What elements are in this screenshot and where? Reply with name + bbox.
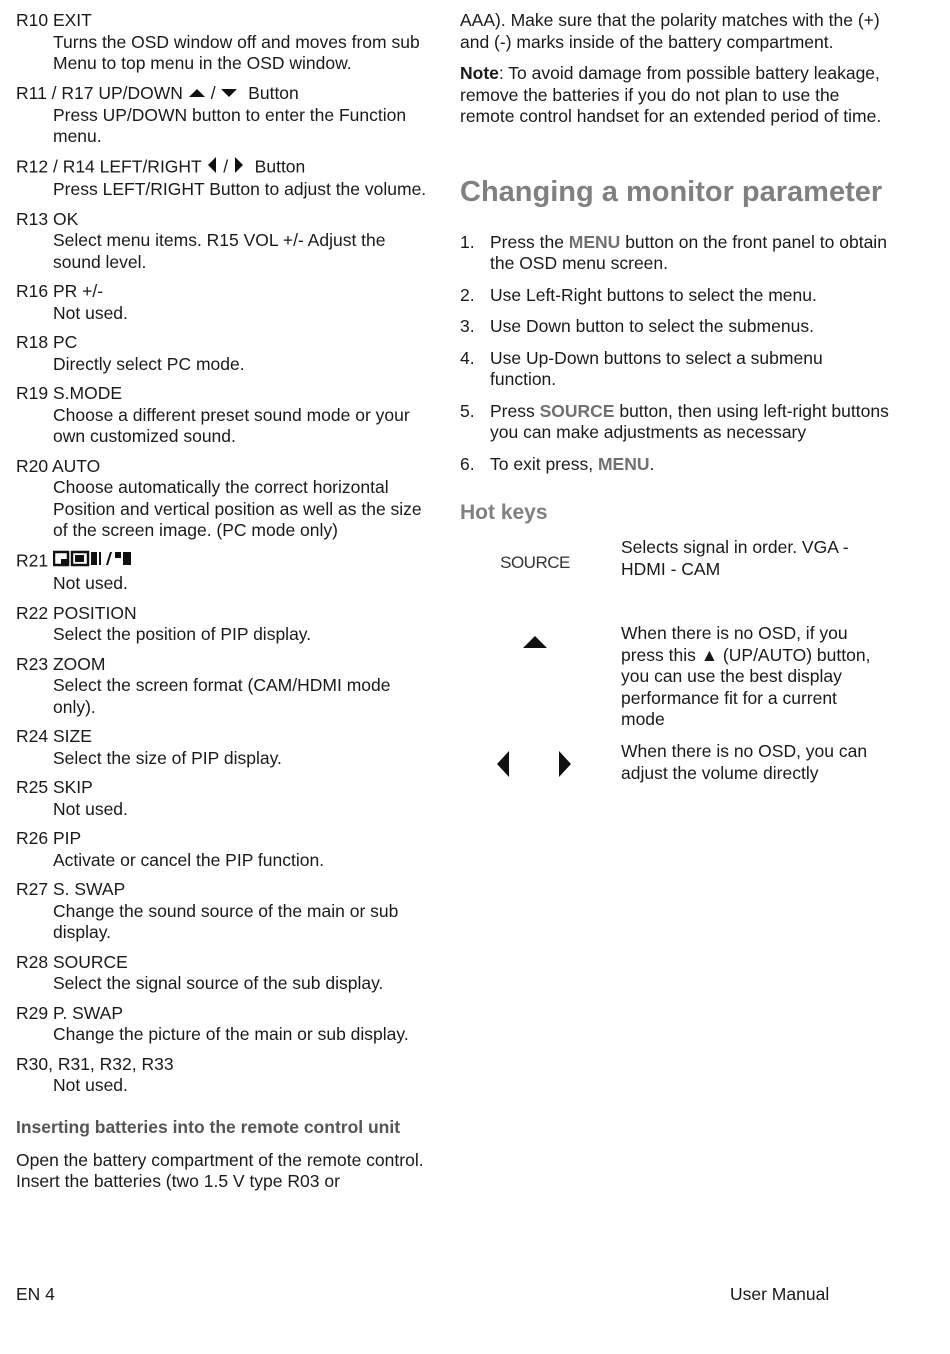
entry-description: Not used.: [53, 573, 128, 594]
entry-description: Turns the OSD window off and moves from sub Menu to top menu in the OSD window.: [53, 31, 420, 73]
steps-list: [460, 232, 890, 476]
step-text: button, then using left-right buttons you can make adjustments as necessary: [490, 400, 889, 442]
note-paragraph: [460, 63, 890, 128]
down-arrow-icon: [220, 83, 238, 105]
entry-r25: [16, 777, 436, 820]
right-column: [460, 10, 890, 811]
step-number: 6.: [460, 453, 475, 474]
entry-heading: R18 PC: [16, 332, 78, 353]
entry-description: Select the signal source of the sub display.: [53, 973, 384, 994]
entry-heading: R19 S.MODE: [16, 383, 122, 404]
step-number: 3.: [460, 316, 475, 336]
step-text: .: [649, 453, 655, 474]
entry-r23: [16, 654, 436, 719]
entry-heading-row: [16, 550, 436, 574]
entry-description: Choose a different preset sound mode or your own customized sound.: [53, 404, 410, 447]
step-number: 2.: [460, 284, 475, 305]
entry-r20: [16, 456, 436, 542]
entry-r27: [16, 879, 436, 944]
entry-heading-row: [16, 156, 436, 180]
entry-description: Select the position of PIP display.: [53, 624, 312, 645]
entry-r10: [16, 10, 436, 75]
hotkey-description: When there is no OSD, you can adjust the volume directly: [621, 741, 868, 783]
entry-heading: R30, R31, R32, R33: [16, 1053, 174, 1074]
entry-description: Press LEFT/RIGHT Button to adjust the volume.: [53, 179, 427, 200]
step-text: To exit press,: [490, 453, 598, 474]
entry-r16: [16, 281, 436, 324]
entry-heading: R21: [16, 550, 49, 570]
step-keyword: MENU: [568, 231, 621, 252]
hotkeys-title: Hot keys: [460, 501, 548, 524]
entry-description: Activate or cancel the PIP function.: [53, 849, 325, 870]
entry-heading: R25 SKIP: [16, 777, 93, 798]
page-number: EN 4: [16, 1284, 55, 1304]
right-arrow-icon: [233, 156, 245, 180]
entry-r21: [16, 550, 436, 595]
document-title: User Manual: [730, 1284, 830, 1304]
entry-description: Select menu items. R15 VOL +/- Adjust the sound level.: [53, 230, 386, 272]
entry-description: Choose automatically the correct horizontal Position and vertical position as well as the size of the screen image. (PC mode only): [53, 477, 422, 541]
entry-heading-suffix: Button: [248, 82, 299, 103]
step-text: Press the: [490, 231, 569, 252]
entry-heading: R27 S. SWAP: [16, 879, 126, 900]
entry-heading-suffix: Button: [254, 156, 306, 176]
entry-heading: R10 EXIT: [16, 10, 92, 30]
left-arrow-icon: [206, 156, 218, 180]
step-keyword: MENU: [597, 453, 650, 474]
step-text: Use Left-Right buttons to select the menu.: [490, 284, 817, 305]
entry-r13: [16, 209, 436, 274]
up-arrow-icon: [460, 633, 610, 657]
batteries-text-continued: AAA). Make sure that the polarity matches with the (+) and (-) marks inside of the battery compartment.: [460, 10, 880, 52]
entry-heading: R23 ZOOM: [16, 653, 106, 674]
hotkey-left-right-row: [460, 741, 890, 811]
entry-heading: R20 AUTO: [16, 455, 101, 476]
entry-description: Select the screen format (CAM/HDMI mode only).: [53, 675, 391, 717]
entry-r11-r17: [16, 83, 436, 148]
entry-description: Select the size of PIP display.: [53, 747, 282, 768]
entry-heading: R11 / R17 UP/DOWN: [16, 82, 183, 103]
entry-heading: R28 SOURCE: [16, 951, 128, 972]
step-text: Use Down button to select the submenus.: [490, 316, 814, 336]
hotkey-source-row: [460, 537, 890, 623]
up-arrow-icon: [188, 83, 206, 105]
step-item: [460, 401, 890, 444]
entry-heading-row: [16, 83, 436, 105]
entry-description: Not used.: [53, 1075, 128, 1096]
hotkey-description: When there is no OSD, if you press this ▲ (UP/AUTO) button, you can use the best display performance fit for a current mode: [621, 623, 871, 729]
entry-r12-r14: [16, 156, 436, 201]
entry-description: Change the picture of the main or sub display.: [53, 1024, 409, 1045]
note-text: : To avoid damage from possible battery leakage, remove the batteries if you do not plan to use the remote control handset for an extended period of time.: [460, 63, 882, 126]
step-number: 1.: [460, 231, 475, 252]
entry-heading: R12 / R14 LEFT/RIGHT: [16, 156, 202, 176]
step-item: [460, 316, 890, 338]
entry-heading: R22 POSITION: [16, 602, 137, 623]
entry-r28: [16, 952, 436, 995]
step-number: 5.: [460, 400, 475, 421]
entry-description: Not used.: [53, 798, 128, 819]
entry-heading: R13 OK: [16, 208, 79, 229]
source-key-label: [460, 552, 610, 574]
step-item: [460, 454, 890, 476]
section-title: Changing a monitor parameter: [460, 175, 883, 208]
batteries-heading: Inserting batteries into the remote control unit: [16, 1116, 401, 1137]
entry-description: Not used.: [53, 302, 128, 323]
step-number: 4.: [460, 347, 475, 368]
entry-r29: [16, 1003, 436, 1046]
batteries-text: Open the battery compartment of the remote control. Insert the batteries (two 1.5 V type R03 or: [16, 1149, 424, 1192]
step-keyword: SOURCE: [539, 400, 615, 421]
step-item: [460, 348, 890, 391]
step-text: Press: [490, 400, 540, 421]
step-text: button on the front panel to obtain the OSD menu screen.: [490, 231, 887, 273]
entry-description: Change the sound source of the main or sub display.: [53, 900, 399, 943]
pip-icon: [53, 550, 135, 574]
source-key-text: SOURCE: [500, 553, 570, 572]
entry-r22: [16, 603, 436, 646]
note-label: Note: [460, 63, 499, 83]
entry-r26: [16, 828, 436, 871]
step-text: Use Up-Down buttons to select a submenu function.: [490, 347, 823, 389]
left-column: [16, 10, 436, 1193]
entry-heading: R29 P. SWAP: [16, 1002, 123, 1023]
entry-description: Press UP/DOWN button to enter the Function menu.: [53, 104, 407, 147]
entry-r18: [16, 332, 436, 375]
entry-heading: R26 PIP: [16, 828, 82, 849]
slash-separator: /: [210, 82, 216, 103]
entry-r24: [16, 726, 436, 769]
step-item: [460, 232, 890, 275]
entry-heading: R16 PR +/-: [16, 281, 104, 302]
entry-r30-r33: [16, 1054, 436, 1097]
entry-r19: [16, 383, 436, 448]
step-item: [460, 285, 890, 307]
hotkey-description: Selects signal in order. VGA - HDMI - CAM: [621, 537, 849, 579]
entry-heading: R24 SIZE: [16, 726, 92, 747]
slash-separator: /: [223, 156, 229, 176]
hotkey-up-row: [460, 623, 890, 741]
left-right-arrows-icon: [460, 749, 610, 785]
entry-description: Directly select PC mode.: [53, 353, 245, 374]
